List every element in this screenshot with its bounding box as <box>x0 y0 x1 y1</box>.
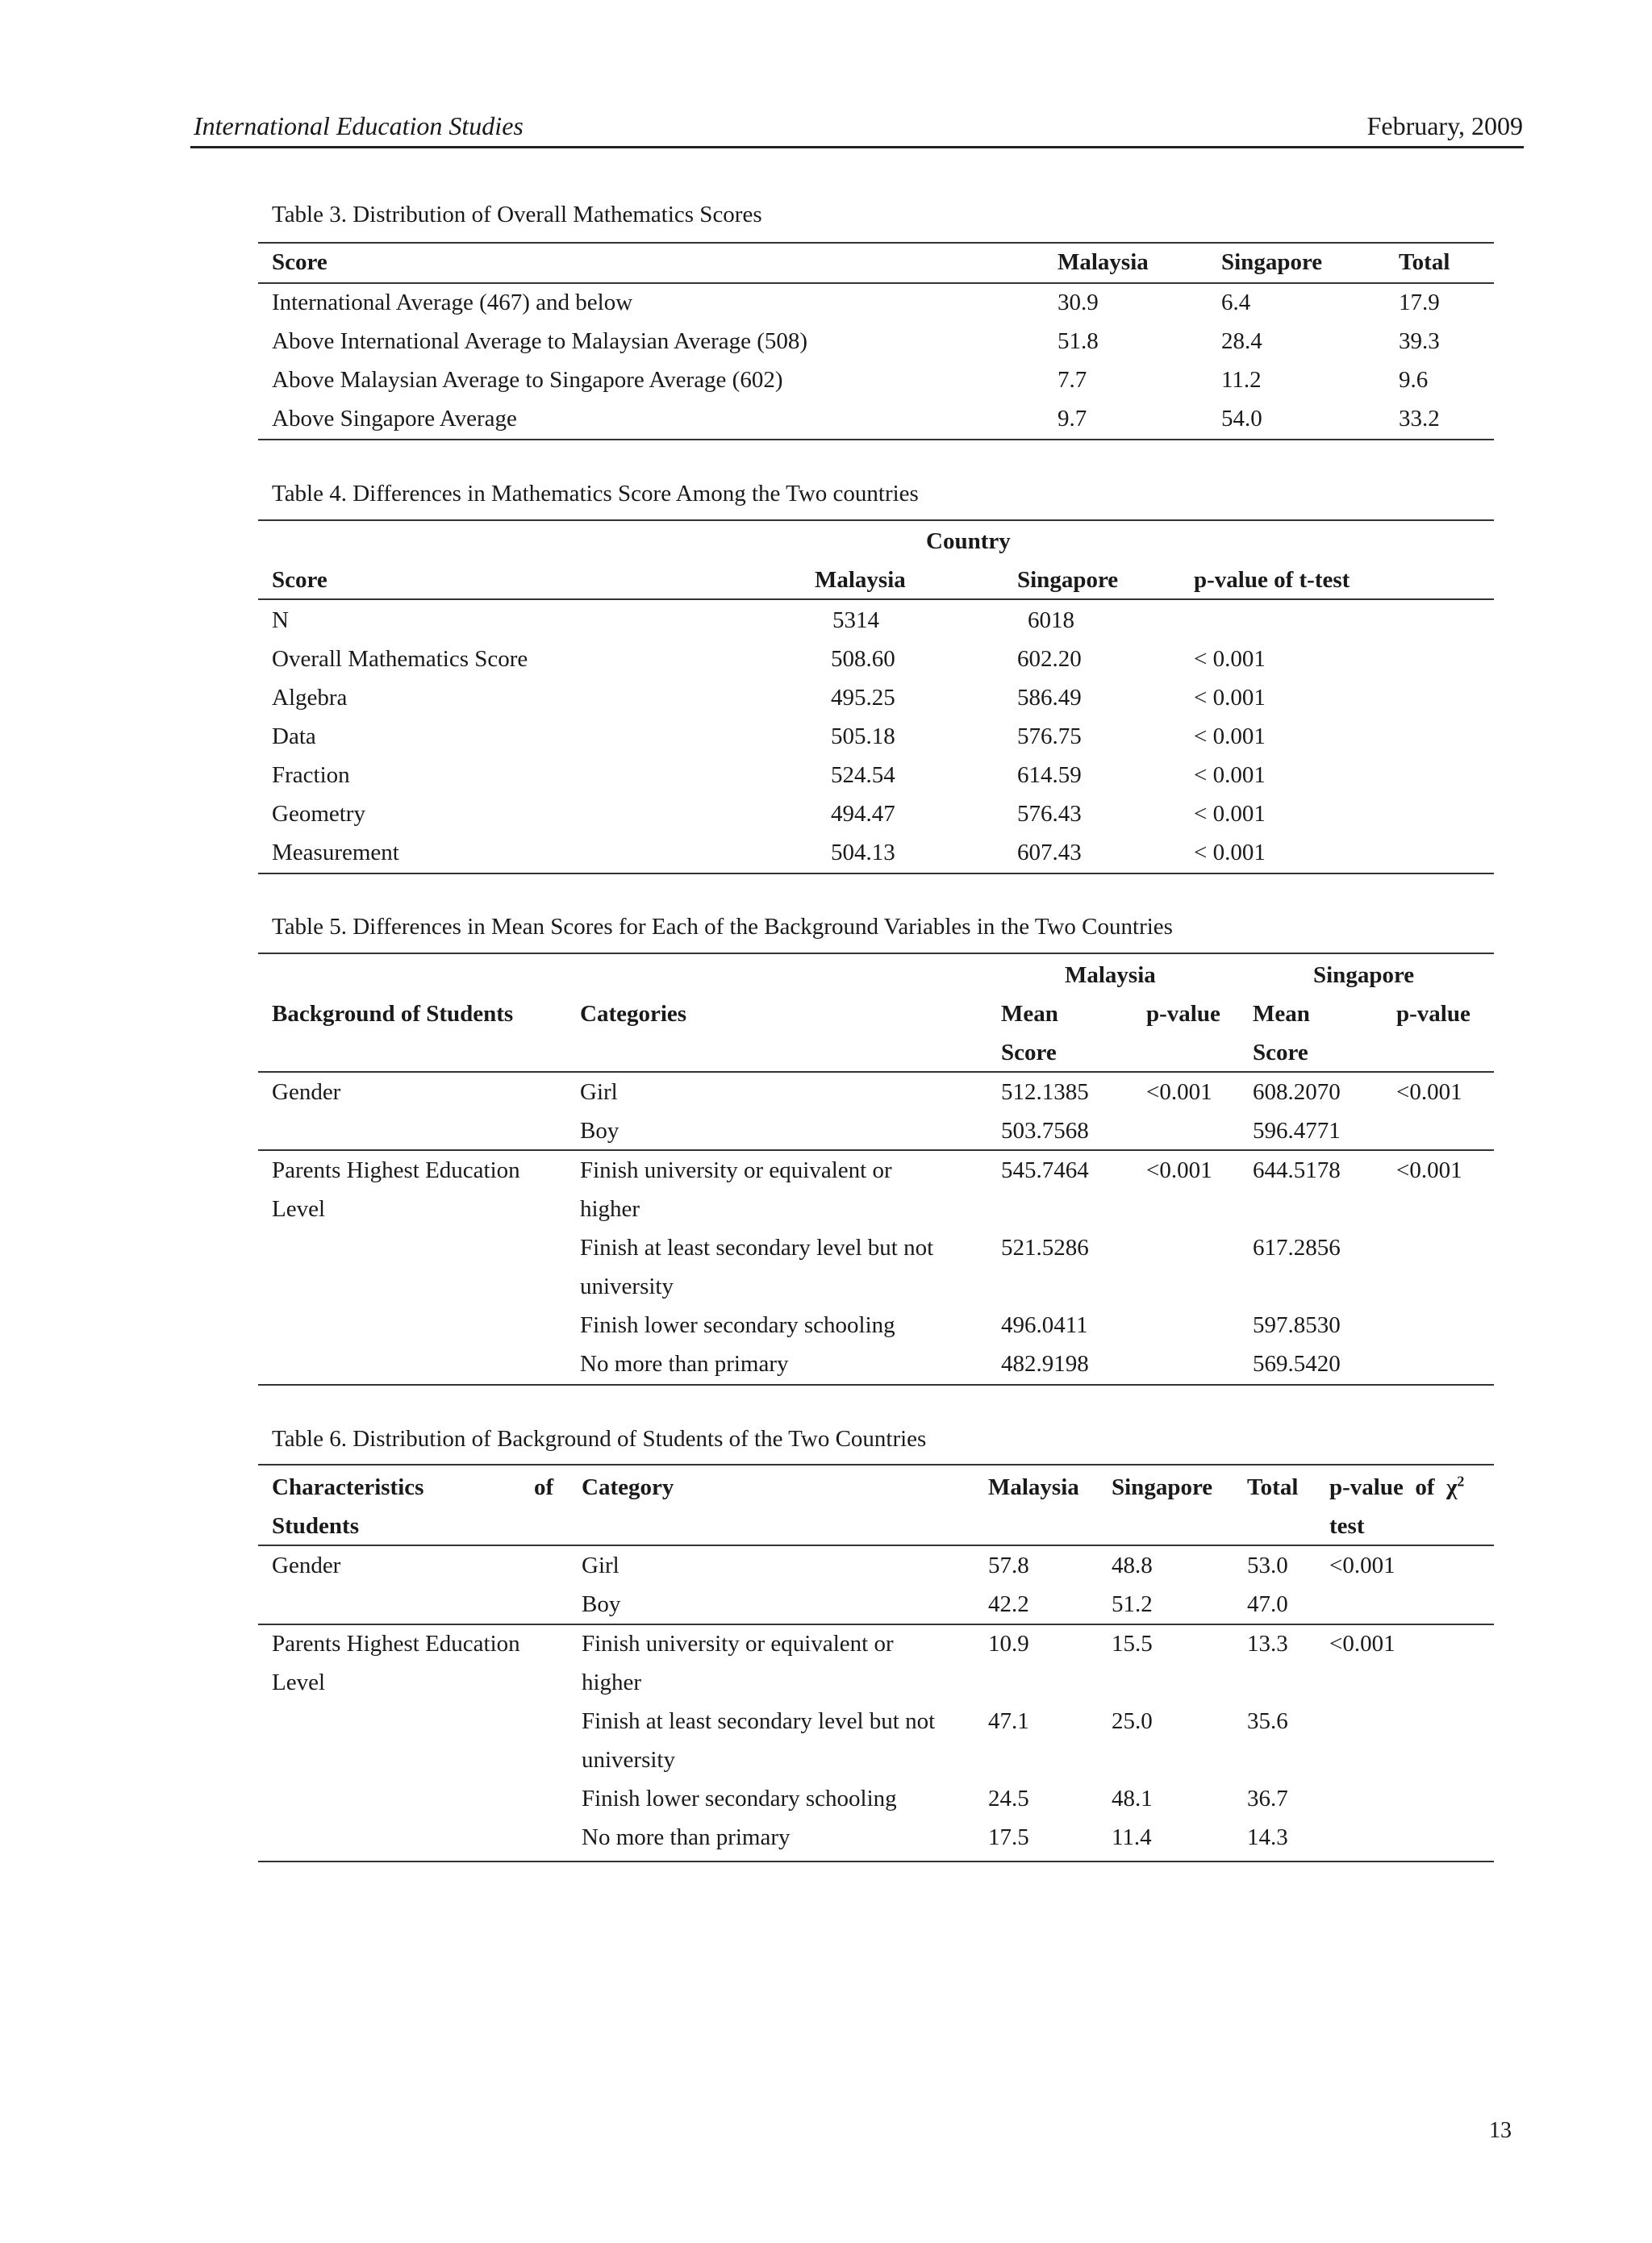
sec-malaysia: 47.1 <box>988 1708 1029 1734</box>
row-label: Above International Average to Malaysian Average (508) <box>272 328 808 354</box>
table-6-header-rule <box>258 1545 1494 1546</box>
girl-pvalue: <0.001 <box>1329 1553 1395 1578</box>
table-6-bottom-rule <box>258 1861 1494 1862</box>
gender-label: Gender <box>272 1553 341 1578</box>
malaysia-value: 504.13 <box>831 840 895 865</box>
girl-singapore: 48.8 <box>1112 1553 1153 1578</box>
category-girl: Girl <box>582 1553 620 1578</box>
row-label: Algebra <box>272 685 348 711</box>
primary-total: 14.3 <box>1247 1824 1288 1850</box>
parents-education-label: Parents Highest Education <box>272 1631 520 1657</box>
singapore-value: 28.4 <box>1221 328 1262 354</box>
table-5-col-sg-pvalue: p-value <box>1396 1001 1471 1027</box>
category-boy: Boy <box>582 1591 621 1617</box>
table-4-bottom-rule <box>258 873 1494 874</box>
row-label: Data <box>272 723 316 749</box>
table-3-caption: Table 3. Distribution of Overall Mathematics Scores <box>272 202 762 227</box>
malaysia-value: 505.18 <box>831 723 895 749</box>
sec-total: 35.6 <box>1247 1708 1288 1734</box>
row-label: Geometry <box>272 801 365 827</box>
primary-sg-mean: 569.5420 <box>1253 1351 1341 1377</box>
singapore-value: 614.59 <box>1017 762 1082 788</box>
table-5-caption: Table 5. Differences in Mean Scores for Each of the Background Variables in the Two Countries <box>272 914 1173 940</box>
category-secondary: Finish at least secondary level but not <box>582 1708 936 1734</box>
pvalue: < 0.001 <box>1194 646 1266 672</box>
row-label: Above Singapore Average <box>272 406 517 432</box>
singapore-value: 576.75 <box>1017 723 1082 749</box>
category-secondary-cont: university <box>582 1747 675 1773</box>
table-5-col-background: Background of Students <box>272 1001 514 1027</box>
boy-malaysia: 42.2 <box>988 1591 1029 1617</box>
category-university: Finish university or equivalent or <box>582 1631 894 1657</box>
lower-total: 36.7 <box>1247 1786 1288 1811</box>
singapore-value: 11.2 <box>1221 367 1262 393</box>
sec-my-mean: 521.5286 <box>1001 1235 1089 1261</box>
girl-total: 53.0 <box>1247 1553 1288 1578</box>
pvalue: < 0.001 <box>1194 723 1266 749</box>
header-rule <box>190 146 1524 148</box>
girl-malaysia: 57.8 <box>988 1553 1029 1578</box>
total-value: 39.3 <box>1399 328 1440 354</box>
table-5-col-my-pvalue: p-value <box>1146 1001 1220 1027</box>
girl-sg-mean: 608.2070 <box>1253 1079 1341 1105</box>
table-6-col-singapore: Singapore <box>1112 1474 1213 1500</box>
table-4-top-rule <box>258 519 1494 521</box>
pvalue: < 0.001 <box>1194 840 1266 865</box>
malaysia-value: 51.8 <box>1058 328 1099 354</box>
table-4-col-malaysia: Malaysia <box>815 567 906 593</box>
pvalue-word: p-value <box>1329 1474 1404 1500</box>
category-lower-secondary: Finish lower secondary schooling <box>582 1786 897 1811</box>
pvalue-of: of <box>1415 1474 1435 1500</box>
primary-singapore: 11.4 <box>1112 1824 1152 1850</box>
table-5-col-sg-mean: Mean <box>1253 1001 1310 1027</box>
malaysia-value: 9.7 <box>1058 406 1087 432</box>
table-6-col-characteristics-of: of <box>534 1474 554 1500</box>
table-4-col-singapore: Singapore <box>1017 567 1119 593</box>
table-4-caption: Table 4. Differences in Mathematics Score Among the Two countries <box>272 481 919 507</box>
malaysia-value: 524.54 <box>831 762 895 788</box>
table-6-col-category: Category <box>582 1474 674 1500</box>
pvalue: < 0.001 <box>1194 685 1266 711</box>
table-5-col-categories: Categories <box>580 1001 687 1027</box>
boy-total: 47.0 <box>1247 1591 1288 1617</box>
lower-sg-mean: 597.8530 <box>1253 1312 1341 1338</box>
category-secondary: Finish at least secondary level but not <box>580 1235 934 1261</box>
category-university-cont: higher <box>582 1670 642 1695</box>
boy-sg-mean: 596.4771 <box>1253 1118 1341 1144</box>
girl-my-pvalue: <0.001 <box>1146 1079 1212 1105</box>
singapore-value: 54.0 <box>1221 406 1262 432</box>
malaysia-value: 495.25 <box>831 685 895 711</box>
parents-education-label-cont: Level <box>272 1670 326 1695</box>
singapore-value: 586.49 <box>1017 685 1082 711</box>
table-5-col-my-mean: Mean <box>1001 1001 1058 1027</box>
table-4-header-rule <box>258 598 1494 600</box>
table-3-col-total: Total <box>1399 249 1450 275</box>
table-6-col-characteristics: Characteristics <box>272 1474 424 1500</box>
category-girl: Girl <box>580 1079 618 1105</box>
lower-singapore: 48.1 <box>1112 1786 1153 1811</box>
total-value: 17.9 <box>1399 290 1440 315</box>
table-6-col-total: Total <box>1247 1474 1299 1500</box>
table-3-col-score: Score <box>272 249 327 275</box>
table-3-col-malaysia: Malaysia <box>1058 249 1149 275</box>
lower-malaysia: 24.5 <box>988 1786 1029 1811</box>
pvalue: < 0.001 <box>1194 801 1266 827</box>
sec-singapore: 25.0 <box>1112 1708 1153 1734</box>
total-value: 9.6 <box>1399 367 1429 393</box>
malaysia-value: 508.60 <box>831 646 895 672</box>
parents-education-label: Parents Highest Education <box>272 1157 520 1183</box>
malaysia-value: 7.7 <box>1058 367 1087 393</box>
total-value: 33.2 <box>1399 406 1440 432</box>
table-4-group-country: Country <box>926 528 1011 554</box>
uni-pvalue: <0.001 <box>1329 1631 1395 1657</box>
girl-my-mean: 512.1385 <box>1001 1079 1089 1105</box>
uni-singapore: 15.5 <box>1112 1631 1153 1657</box>
uni-sg-mean: 644.5178 <box>1253 1157 1341 1183</box>
malaysia-value: 30.9 <box>1058 290 1099 315</box>
singapore-value: 6.4 <box>1221 290 1251 315</box>
boy-singapore: 51.2 <box>1112 1591 1153 1617</box>
singapore-value: 6018 <box>1028 607 1074 633</box>
table-5-col-my-mean-score: Score <box>1001 1040 1057 1065</box>
pvalue: < 0.001 <box>1194 762 1266 788</box>
boy-my-mean: 503.7568 <box>1001 1118 1089 1144</box>
uni-sg-pvalue: <0.001 <box>1396 1157 1462 1183</box>
primary-malaysia: 17.5 <box>988 1824 1029 1850</box>
uni-malaysia: 10.9 <box>988 1631 1029 1657</box>
table-6-col-characteristics-cont: Students <box>272 1513 359 1539</box>
issue-date: February, 2009 <box>1366 111 1523 140</box>
table-6-section-rule <box>258 1624 1494 1625</box>
table-3-top-rule <box>258 242 1494 244</box>
table-5-col-sg-mean-score: Score <box>1253 1040 1308 1065</box>
sec-sg-mean: 617.2856 <box>1253 1235 1341 1261</box>
table-5-header-rule <box>258 1071 1494 1073</box>
table-3-col-singapore: Singapore <box>1221 249 1323 275</box>
table-3-bottom-rule <box>258 439 1494 440</box>
malaysia-value: 5314 <box>832 607 879 633</box>
chi-superscript: 2 <box>1457 1473 1465 1490</box>
chi-symbol: χ <box>1446 1474 1458 1500</box>
parents-education-label-cont: Level <box>272 1196 326 1222</box>
page-number: 13 <box>1489 2118 1512 2143</box>
table-5-group-malaysia: Malaysia <box>1065 962 1156 988</box>
lower-my-mean: 496.0411 <box>1001 1312 1088 1338</box>
uni-my-pvalue: <0.001 <box>1146 1157 1212 1183</box>
table-4-col-pvalue: p-value of t-test <box>1194 567 1350 593</box>
table-5-section-rule <box>258 1149 1494 1151</box>
table-3-header-rule <box>258 282 1494 284</box>
table-6-top-rule <box>258 1464 1494 1465</box>
journal-title: International Education Studies <box>194 111 524 140</box>
uni-my-mean: 545.7464 <box>1001 1157 1089 1183</box>
table-6-col-pvalue-cont: test <box>1329 1513 1365 1539</box>
row-label: N <box>272 607 289 633</box>
table-6-caption: Table 6. Distribution of Background of Students of the Two Countries <box>272 1426 927 1452</box>
malaysia-value: 494.47 <box>831 801 895 827</box>
singapore-value: 607.43 <box>1017 840 1082 865</box>
category-primary: No more than primary <box>580 1351 789 1377</box>
primary-my-mean: 482.9198 <box>1001 1351 1089 1377</box>
category-boy: Boy <box>580 1118 620 1144</box>
gender-label: Gender <box>272 1079 341 1105</box>
row-label: Fraction <box>272 762 350 788</box>
category-secondary-cont: university <box>580 1274 674 1299</box>
table-6-col-malaysia: Malaysia <box>988 1474 1079 1500</box>
table-4-col-score: Score <box>272 567 327 593</box>
uni-total: 13.3 <box>1247 1631 1288 1657</box>
singapore-value: 602.20 <box>1017 646 1082 672</box>
row-label: Above Malaysian Average to Singapore Average (602) <box>272 367 783 393</box>
category-university: Finish university or equivalent or <box>580 1157 892 1183</box>
table-5-bottom-rule <box>258 1384 1494 1386</box>
category-lower-secondary: Finish lower secondary schooling <box>580 1312 895 1338</box>
girl-sg-pvalue: <0.001 <box>1396 1079 1462 1105</box>
table-6-col-pvalue <box>1329 1474 1464 1501</box>
row-label: International Average (467) and below <box>272 290 633 315</box>
row-label: Overall Mathematics Score <box>272 646 528 672</box>
singapore-value: 576.43 <box>1017 801 1082 827</box>
table-5-top-rule <box>258 953 1494 954</box>
category-university-cont: higher <box>580 1196 640 1222</box>
category-primary: No more than primary <box>582 1824 791 1850</box>
table-5-group-singapore: Singapore <box>1313 962 1415 988</box>
row-label: Measurement <box>272 840 399 865</box>
